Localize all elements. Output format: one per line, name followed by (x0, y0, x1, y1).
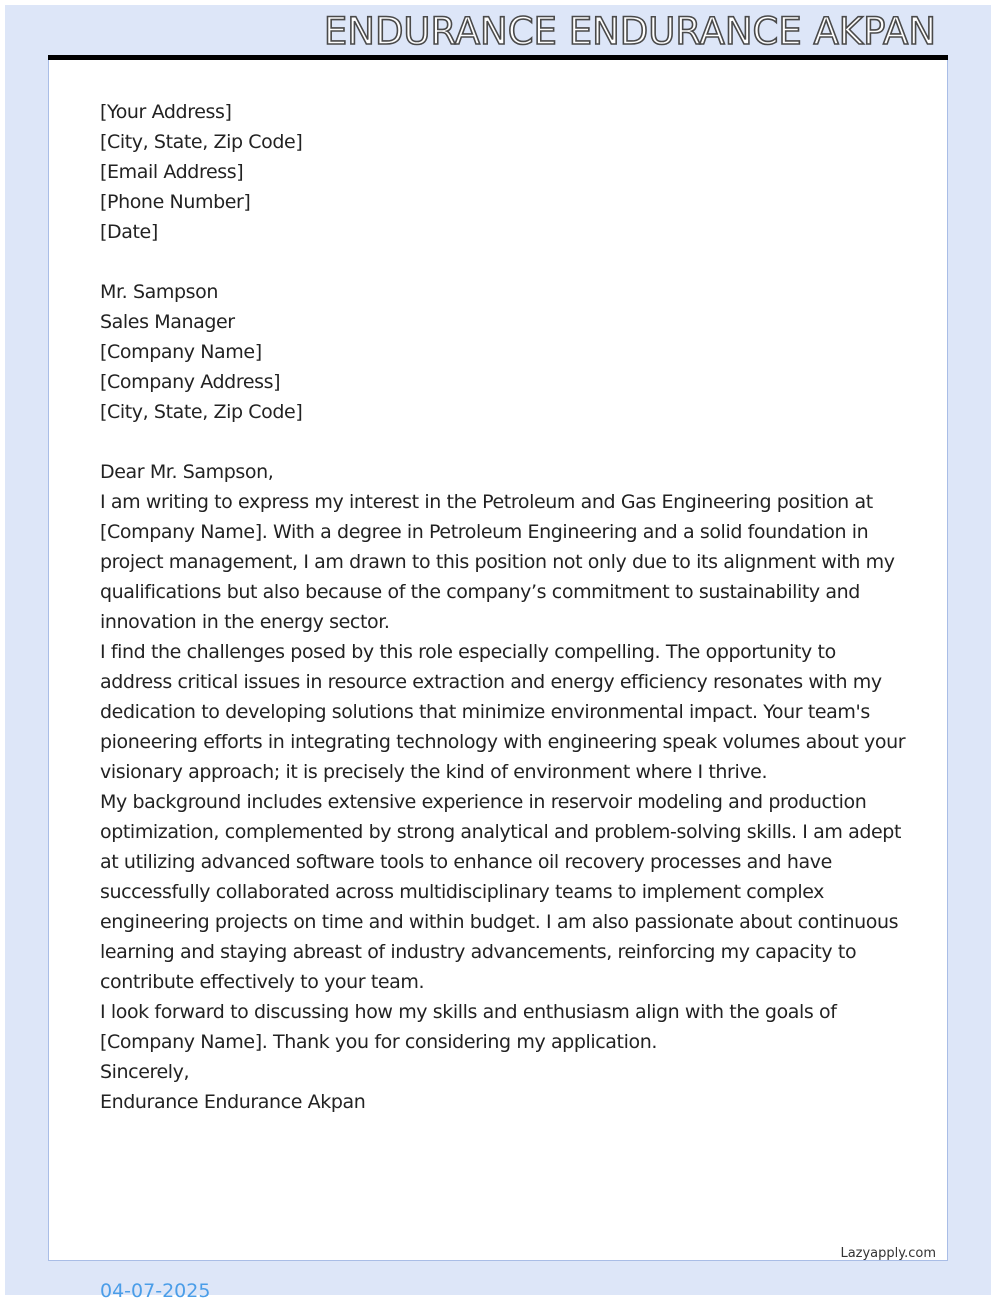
valediction: Sincerely, (100, 1061, 190, 1083)
cover-letter (100, 97, 910, 1117)
recipient-city-state-zip: [City, State, Zip Code] (100, 401, 303, 423)
sender-email: [Email Address] (100, 161, 244, 183)
sender-address: [Your Address] (100, 101, 232, 123)
sender-city-state-zip: [City, State, Zip Code] (100, 131, 303, 153)
recipient-company: [Company Name] (100, 341, 262, 363)
sender-block (100, 97, 910, 247)
sender-phone: [Phone Number] (100, 191, 251, 213)
recipient-block (100, 277, 910, 427)
signature-name: Endurance Endurance Akpan (100, 1091, 366, 1113)
closing-block (100, 1057, 910, 1117)
recipient-name: Mr. Sampson (100, 281, 218, 303)
body-paragraph: My background includes extensive experience in reservoir modeling and production optimization, complemented by strong analytical and problem-solving skills. I am adept at utilizing advanced software tools to enhance oil recovery processes and have successfully collaborated across multidisciplinary teams to implement complex engineering projects on time and within budget. I am also passionate about continuous learning and staying abreast of industry advancements, reinforcing my capacity to contribute effectively to your team. (100, 791, 901, 993)
body-paragraph: I find the challenges posed by this role especially compelling. The opportunity to address critical issues in resource extraction and energy efficiency resonates with my dedication to developing solutions that minimize environmental impact. Your team's pioneering efforts in integrating technology with engineering speak volumes about your visionary approach; it is precisely the kind of environment where I thrive. (100, 641, 906, 783)
footer-date: 04-07-2025 (100, 1280, 211, 1302)
footer-brand: Lazyapply.com (840, 1246, 936, 1261)
header-name-title: ENDURANCE ENDURANCE AKPAN (323, 10, 936, 53)
salutation: Dear Mr. Sampson, (100, 461, 274, 483)
body-paragraph: I look forward to discussing how my skills and enthusiasm align with the goals of [Company Name]. Thank you for considering my application. (100, 1001, 837, 1053)
sender-date: [Date] (100, 221, 158, 243)
recipient-title: Sales Manager (100, 311, 235, 333)
body-paragraph: I am writing to express my interest in the Petroleum and Gas Engineering position at [Company Name]. With a degree in Petroleum Engineering and a solid foundation in project management, I am drawn to this position not only due to its alignment with my qualifications but also because of the company’s commitment to sustainability and innovation in the energy sector. (100, 491, 895, 633)
recipient-company-address: [Company Address] (100, 371, 281, 393)
